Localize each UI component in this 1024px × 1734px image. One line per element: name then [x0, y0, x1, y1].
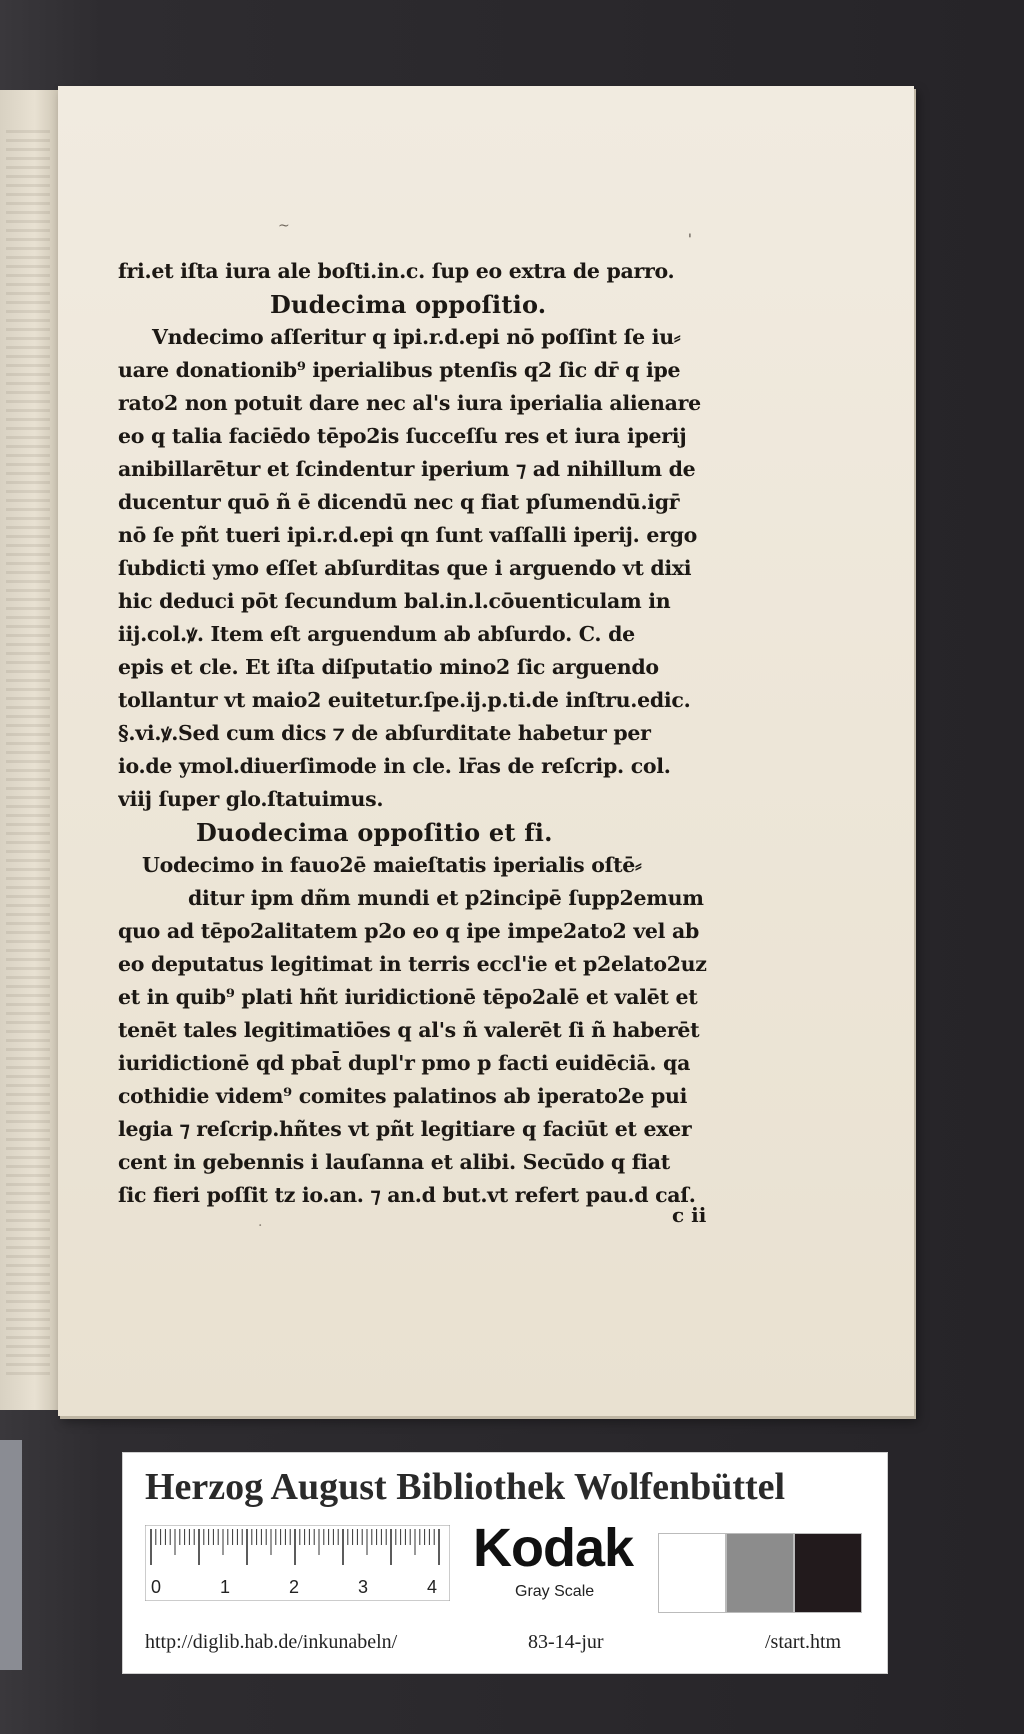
text-line: et in quib⁹ plati hñt iuridictionē tēpo2alē et valēt et [118, 985, 698, 1009]
text-line: legia ⁊ reſcrip.hñtes vt pñt legitiare q faciūt et exer [118, 1117, 692, 1141]
text-line: fri.et iſta iura ale boſti.in.c. ſup eo extra de parro. [118, 259, 675, 283]
text-line: §.vi.ꝟ.Sed cum dics ⁊ de abſurditate habetur per [118, 721, 651, 745]
ruler-number: 2 [289, 1577, 300, 1597]
text-line: Vndecimo aſſeritur q ipi.r.d.epi nō poſſint ſe iu⸗ [152, 325, 681, 349]
text-line: anibillarētur et ſcindentur iperium ⁊ ad nihillum de [118, 457, 696, 481]
text-line: iij.col.ꝟ. Item eſt arguendum ab abſurdo. C. de [118, 622, 635, 646]
text-line: Uodecimo in fauo2ē maieſtatis iperialis oſtē⸗ [142, 853, 642, 877]
text-line: eo q talia faciēdo tēpo2is ſucceſſu res et iura iperij [118, 424, 687, 448]
swatch-white [658, 1533, 726, 1613]
text-line: ditur ipm dñm mundi et p2incipē ſupp2emum [188, 886, 704, 910]
ink-speck: · [258, 1218, 263, 1234]
swatch-black [794, 1533, 862, 1613]
ruler-number: 1 [220, 1577, 231, 1597]
section-heading: Duodecima oppoſitio et fi. [196, 818, 553, 847]
ruler-number: 0 [151, 1577, 162, 1597]
text-line: tenēt tales legitimatiōes q al's ñ valerēt ſi ñ haberēt [118, 1018, 700, 1042]
text-line: tollantur vt maio2 euitetur.ſpe.ij.p.ti.de inſtru.edic. [118, 688, 691, 712]
text-line: cent in gebennis i lauſanna et alibi. Secūdo q fiat [118, 1150, 670, 1174]
text-line: ſubdicti ymo eſſet abſurditas que i arguendo vt dixi [118, 556, 692, 580]
text-line: ducentur quō ñ ē dicendū nec q fiat pſumendū.igr̄ [118, 490, 680, 514]
text-line: epis et cle. Et iſta diſputatio mino2 ſic arguendo [118, 655, 659, 679]
text-line: io.de ymol.diuerſimode in cle. lr̄as de reſcrip. col. [118, 754, 671, 778]
adjacent-page-edge [0, 90, 60, 1410]
signature-mark: c ii [672, 1203, 707, 1227]
section-heading: Dudecima oppoſitio. [270, 290, 547, 319]
book-spine-fragment [0, 1440, 22, 1670]
ruler-number: 4 [427, 1577, 438, 1597]
url-suffix: /start.htm [765, 1631, 842, 1653]
text-line: uare donationib⁹ iperialibus ptenſis q2 ſic dr̄ q ipe [118, 358, 681, 382]
library-title: Herzog August Bibliothek Wolfenbüttel [145, 1466, 786, 1508]
scale-ruler [145, 1525, 450, 1601]
text-line: ſic fieri poſſit tz io.an. ⁊ an.d but.vt refert pau.d caſ. [118, 1183, 696, 1207]
text-line: eo deputatus legitimat in terris eccl'ie et p2elato2uz [118, 952, 707, 976]
gray-scale-label: Gray Scale [515, 1583, 595, 1600]
text-line: cothidie videm⁹ comites palatinos ab iperato2e pui [118, 1084, 688, 1108]
ink-smudge: ~ [278, 218, 290, 234]
call-number: 83-14-jur [528, 1631, 604, 1653]
gray-swatches [658, 1533, 862, 1613]
swatch-gray [726, 1533, 794, 1613]
library-label-card [122, 1452, 888, 1674]
text-line: hic deduci pōt ſecundum bal.in.l.cōuenticulam in [118, 589, 671, 613]
digital-library-url: http://diglib.hab.de/inkunabeln/ [145, 1631, 398, 1653]
ruler-number: 3 [358, 1577, 369, 1597]
margin-mark: ꞌ [688, 232, 692, 248]
kodak-logo: Kodak [473, 1518, 634, 1578]
text-line: quo ad tēpo2alitatem p2o eo q ipe impe2ato2 vel ab [118, 919, 700, 943]
text-line: viij ſuper glo.ſtatuimus. [118, 787, 384, 811]
page-text-block [118, 255, 718, 1212]
text-line: nō ſe pñt tueri ipi.r.d.epi qn ſunt vaſſalli iperij. ergo [118, 523, 697, 547]
text-line: iuridictionē qd pbat̄ dupl'r pmo p facti euidēciā. qa [118, 1051, 691, 1075]
text-line: rato2 non potuit dare nec al's iura iperialia alienare [118, 391, 701, 415]
